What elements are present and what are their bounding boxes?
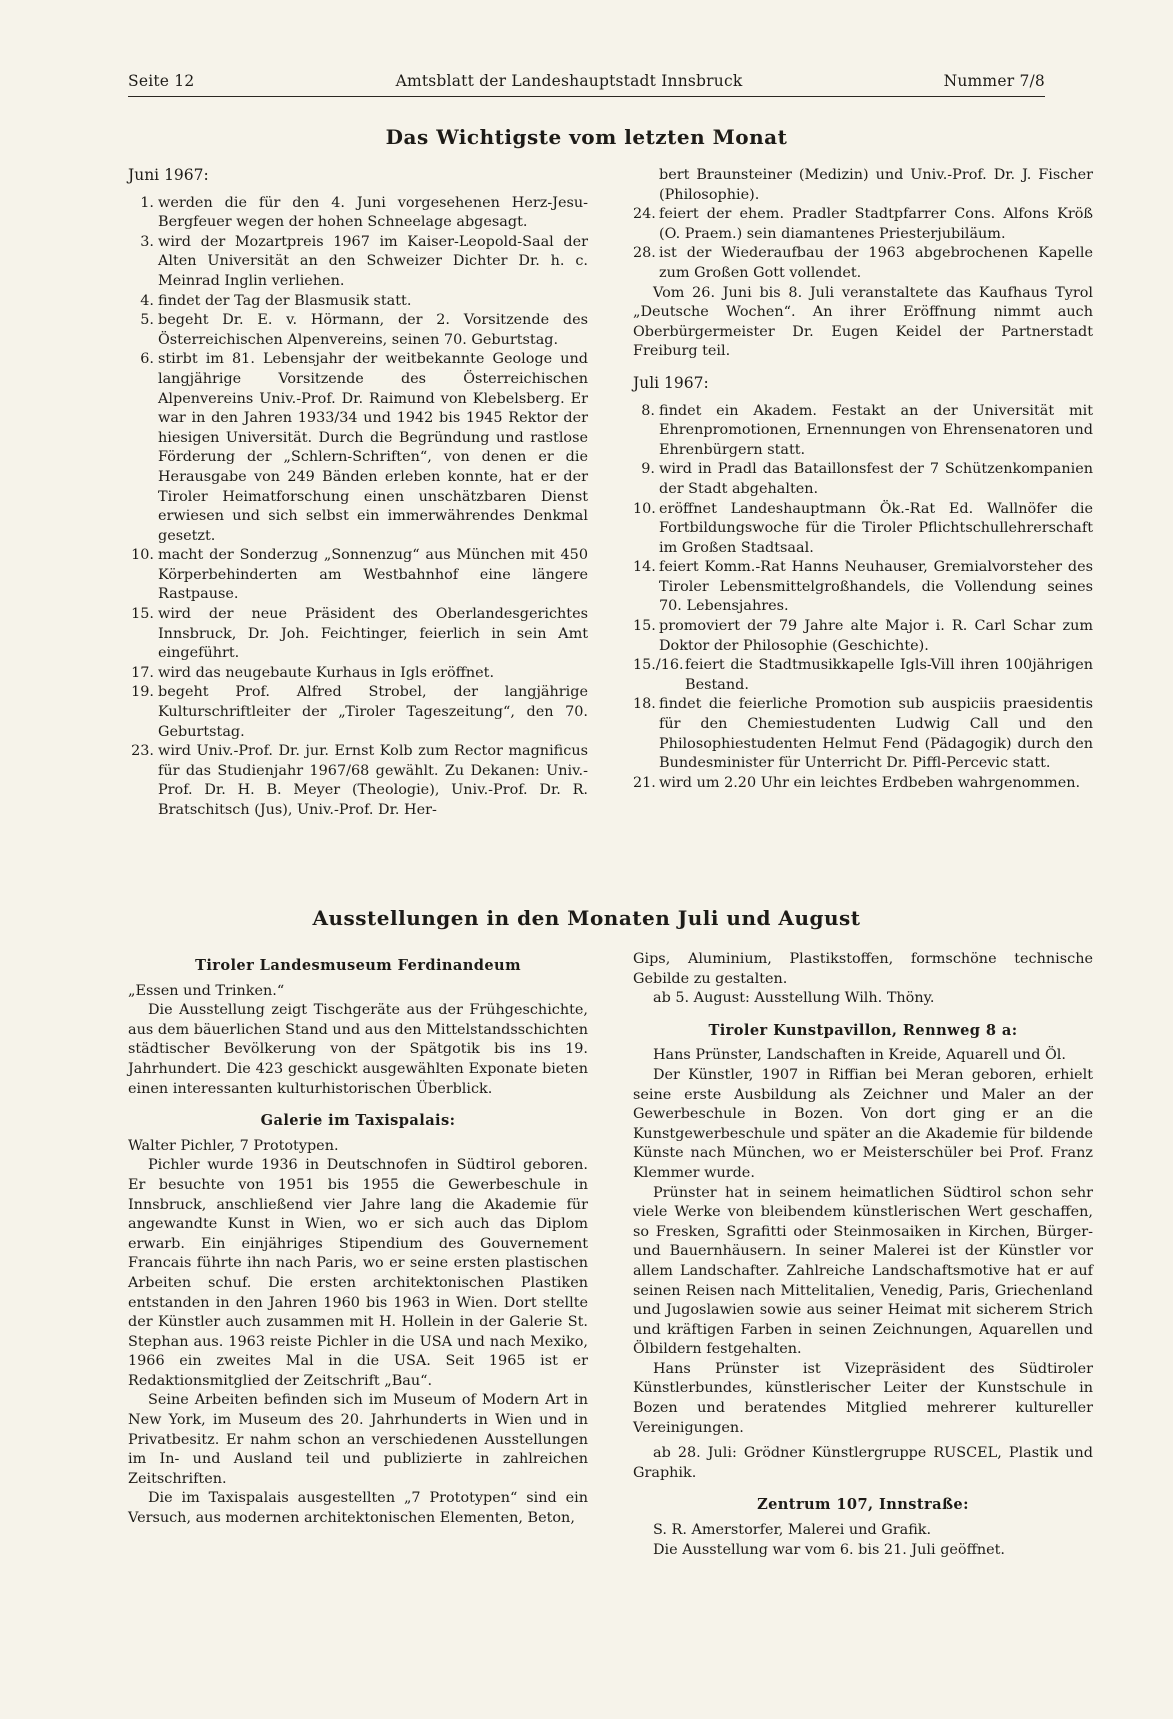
taxispalais-paragraph: Seine Arbeiten befinden sich im Museum of Modern Art in New York, im Museum des 20. Jahrhunderts in Wien und in Privatbesitz. Er nahm schon an verschiedenen Ausstellungen im In- und Ausland teil und publizierte in zahlreichen Zeitschriften.	[128, 1392, 588, 1487]
zentrum-exhibit-title: S. R. Amerstorfer, Malerei und Grafik.	[653, 1522, 932, 1539]
zentrum-note: Die Ausstellung war vom 6. bis 21. Juli geöffnet.	[653, 1541, 1005, 1558]
header-rule	[128, 96, 1045, 97]
page-number: Seite 12	[128, 72, 195, 90]
list-item: 4. findet der Tag der Blasmusik statt.	[140, 292, 412, 309]
list-item: 17. wird das neugebaute Kurhaus in Igls eröffnet.	[131, 664, 495, 681]
taxispalais-continuation: Gips, Aluminium, Plastikstoffen, formschöne technische Gebilde zu gestalten.	[633, 951, 1093, 987]
june-heading: Juni 1967:	[128, 166, 209, 184]
kunstpavillon-heading: Tiroler Kunstpavillon, Rennweg 8 a:	[708, 1021, 1018, 1039]
kunstpavillon-paragraph: Prünster hat in seinem heimatlichen Südtirol schon sehr viele Werke von bleibendem künstlerischen Wert geschaffen, so Fresken, Sgrafitti oder Steinmosaiken in Kirchen, Bürger- und Bauernhäusern. In seiner Malerei ist der Künstler vor allem Landschafter. Zahlreiche Landschaftsmotive hat er auf seinen Reisen nach Mittelitalien, Venedig, Paris, Griechenland und Jugoslawien sowie aus seiner Heimat mit sicherem Strich und kräftigen Farben in seinen Zeichnungen, Aquarellen und Ölbildern festgehalten.	[633, 1184, 1093, 1358]
list-item-continuation: bert Braunsteiner (Medizin) und Univ.-Prof. Dr. J. Fischer (Philosophie).	[659, 167, 1093, 203]
exhibitions-right-column	[633, 950, 1093, 1560]
list-item: 19. begeht Prof. Alfred Strobel, der langjährige Kulturschriftleiter der „Tiroler Tageszeitung“, den 70. Geburtstag.	[131, 684, 588, 740]
monthly-news-right-column	[633, 166, 1093, 793]
list-item: 21. wird um 2.20 Uhr ein leichtes Erdbeben wahrgenommen.	[633, 774, 1081, 791]
section-title-monthly-news: Das Wichtigste vom letzten Monat	[385, 125, 788, 149]
taxispalais-heading: Galerie im Taxispalais:	[260, 1112, 456, 1130]
list-item: 15./16.feiert die Stadtmusikkapelle Igls-Vill ihren 100jährigen Bestand.	[633, 657, 1093, 693]
ferdinandeum-description: Die Ausstellung zeigt Tischgeräte aus der Frühgeschichte, aus dem bäuerlichen Stand und aus den Mittelstandsschichten städtischer Bevölkerung von der Spätgotik bis ins 19. Jahrhundert. Die 423 geschickt ausgewählten Exponate bieten einen interessanten kulturhistorischen Überblick.	[128, 1002, 588, 1097]
list-item: 10. eröffnet Landeshauptmann Ök.-Rat Ed. Wallnöfer die Fortbildungswoche für die Tiroler Pflichtschullehrerschaft im Großen Stadtsaal.	[633, 500, 1093, 556]
issue-number: Nummer 7/8	[943, 72, 1045, 90]
list-item: 24. feiert der ehem. Pradler Stadtpfarrer Cons. Alfons Kröß (O. Praem.) sein diamantenes Priesterjubiläum.	[633, 206, 1093, 242]
list-item: 3. wird der Mozartpreis 1967 im Kaiser-Leopold-Saal der Alten Universität an den Schweizer Dichter Dr. h. c. Meinrad Inglin verliehen.	[140, 233, 588, 289]
running-head	[128, 72, 1045, 90]
section-title-exhibitions: Ausstellungen in den Monaten Juli und August	[312, 906, 861, 930]
list-item: 8. findet ein Akadem. Festakt an der Universität mit Ehrenpromotionen, Ernennungen von Ehrensenatoren und Ehrenbürgern statt.	[641, 402, 1093, 458]
monthly-news-left-column	[128, 166, 588, 821]
kunstpavillon-paragraph: Der Künstler, 1907 in Riffian bei Meran geboren, erhielt seine erste Ausbildung als Zeichner und Maler an der Gewerbeschule in Bozen. Von dort ging er an die Kunstgewerbeschule und später an die Akademie für bildende Künste nach München, wo er Meisterschüler bei Prof. Franz Klemmer wurde.	[633, 1066, 1093, 1181]
list-item: 28. ist der Wiederaufbau der 1963 abgebrochenen Kapelle zum Großen Gott vollendet.	[633, 245, 1093, 281]
taxispalais-exhibit-title: Walter Pichler, 7 Prototypen.	[128, 1137, 339, 1154]
taxispalais-paragraph: Pichler wurde 1936 in Deutschnofen in Südtirol geboren. Er besuchte von 1951 bis 1955 die Gewerbeschule in Innsbruck, anschließend vier Jahre lang die Akademie für angewandte Kunst in Wien, wo er sich auch das Diplom erwarb. Ein einjähriges Stipendium des Gouvernement Francais führte ihn nach Paris, wo er seine ersten plastischen Arbeiten schuf. Die ersten architektonischen Plastiken entstanden in den Jahren 1960 bis 1963 in Wien. Dort stellte der Künstler auch zusammen mit H. Hollein in der Galerie St. Stephan aus. 1963 reiste Pichler in die USA und nach Mexiko, 1966 ein zweites Mal in die USA. Seit 1965 ist er Redaktionsmitglied der Zeitschrift „Bau“.	[128, 1157, 588, 1389]
kaufhaus-tyrol-note: Vom 26. Juni bis 8. Juli veranstaltete das Kaufhaus Tyrol „Deutsche Wochen“. An ihrer Eröffnung nimmt auch Oberbürgermeister Dr. Eugen Keidel der Partnerstadt Freiburg teil.	[633, 284, 1093, 360]
ferdinandeum-heading: Tiroler Landesmuseum Ferdinandeum	[195, 957, 521, 974]
july-heading: Juli 1967:	[633, 373, 709, 392]
list-item: 14. feiert Komm.-Rat Hanns Neuhauser, Gremialvorsteher des Tiroler Lebensmittelgroßhandels, die Vollendung seines 70. Lebensjahres.	[633, 559, 1093, 615]
thoeny-exhibition-line: ab 5. August: Ausstellung Wilh. Thöny.	[653, 990, 935, 1007]
kunstpavillon-paragraph: Hans Prünster ist Vizepräsident des Südtiroler Künstlerbundes, künstlerischer Leiter der Kunstschule in Bozen und beratendes Mitglied mehrerer kultureller Vereinigungen.	[633, 1360, 1093, 1436]
list-item: 10. macht der Sonderzug „Sonnenzug“ aus München mit 450 Körperbehinderten am Westbahnhof eine längere Rastpause.	[131, 547, 588, 603]
list-item: 15. promoviert der 79 Jahre alte Major i. R. Carl Schar zum Doktor der Philosophie (Geschichte).	[633, 618, 1093, 654]
publication-title: Amtsblatt der Landeshauptstadt Innsbruck	[395, 72, 743, 90]
list-item: 15. wird der neue Präsident des Oberlandesgerichtes Innsbruck, Dr. Joh. Feichtinger, feierlich in sein Amt eingeführt.	[131, 606, 588, 662]
zentrum-heading: Zentrum 107, Innstraße:	[757, 1496, 969, 1514]
taxispalais-paragraph: Die im Taxispalais ausgestellten „7 Prototypen“ sind ein Versuch, aus modernen architektonischen Elementen, Beton,	[128, 1490, 588, 1527]
ruscel-exhibition-line: ab 28. Juli: Grödner Künstlergruppe RUSCEL, Plastik und Graphik.	[633, 1445, 1093, 1481]
list-item: 18. findet die feierliche Promotion sub auspiciis praesidentis für den Chemiestudenten Ludwig Call und den Philosophiestudenten Helmut Fend (Pädagogik) durch den Bundesminister für Unterricht Dr. Piffl-Percevic statt.	[633, 696, 1093, 772]
list-item: 1. werden die für den 4. Juni vorgesehenen Herz-Jesu-Bergfeuer wegen der hohen Schneelage abgesagt.	[140, 194, 588, 231]
list-item: 9. wird in Pradl das Bataillonsfest der 7 Schützenkompanien der Stadt abgehalten.	[641, 461, 1093, 497]
list-item: 6. stirbt im 81. Lebensjahr der weitbekannte Geologe und langjährige Vorsitzende des Österreichischen Alpenvereins Univ.-Prof. Dr. Raimund von Klebelsberg. Er war in den Jahren 1933/34 und 1942 bis 1945 Rektor der hiesigen Universität. Durch die Begründung und rastlose Förderung der „Schlern-Schriften“, von denen er die Herausgabe von 249 Bänden erleben konnte, hat er der Tiroler Heimatforschung einen unschätzbaren Dienst erwiesen und sich selbst ein immerwährendes Denkmal gesetzt.	[140, 351, 588, 544]
ferdinandeum-exhibit-title: „Essen und Trinken.“	[128, 982, 285, 999]
exhibitions-left-column	[128, 950, 588, 1529]
kunstpavillon-exhibit-title: Hans Prünster, Landschaften in Kreide, Aquarell und Öl.	[653, 1047, 1066, 1064]
list-item: 5. begeht Dr. E. v. Hörmann, der 2. Vorsitzende des Österreichischen Alpenvereins, seinen 70. Geburtstag.	[140, 312, 588, 348]
list-item: 23. wird Univ.-Prof. Dr. jur. Ernst Kolb zum Rector magnificus für das Studienjahr 1967/68 gewählt. Zu Dekanen: Univ.-Prof. Dr. H. B. Meyer (Theologie), Univ.-Prof. Dr. R. Bratschitsch (Jus), Univ.-Prof. Dr. Her-	[131, 743, 588, 818]
